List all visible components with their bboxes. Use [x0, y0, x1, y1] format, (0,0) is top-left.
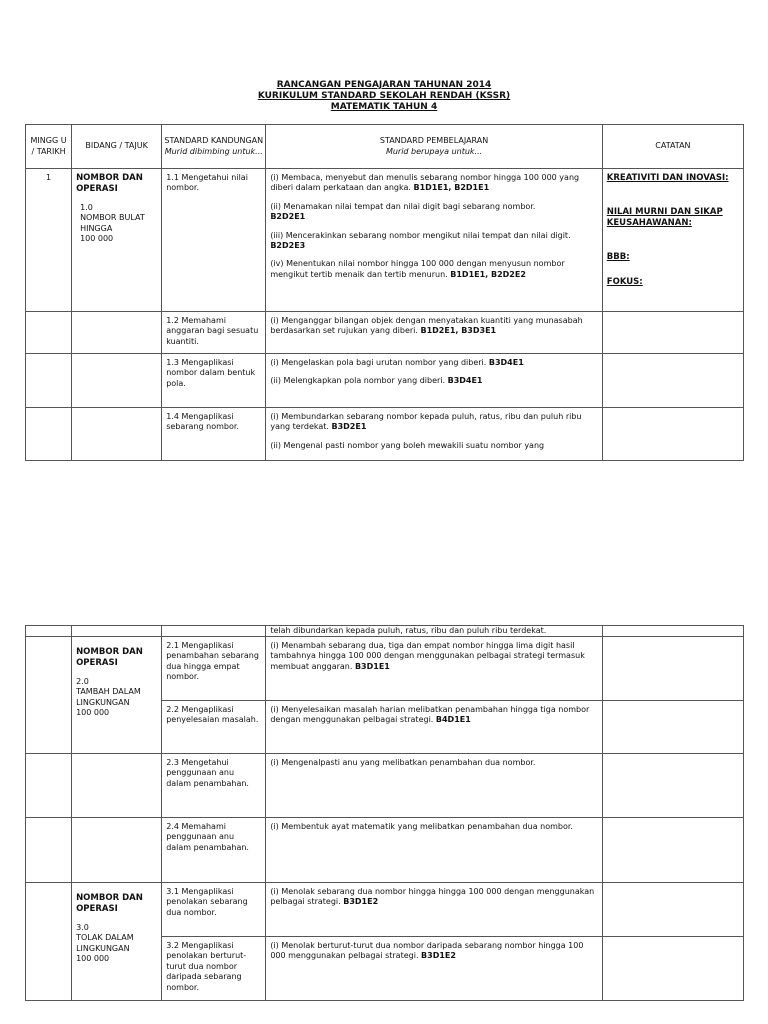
topic-cell [72, 169, 162, 312]
header-subject: MATEMATIK TAHUN 4 [330, 102, 438, 112]
standard-pembelajaran-cell [266, 354, 602, 408]
standard-pembelajaran-cell [266, 818, 602, 883]
table-row [26, 818, 744, 883]
catatan-cell [602, 626, 743, 637]
sk-header-title: STANDARD KANDUNGAN [164, 136, 264, 146]
sp-item: (i) Menolak sebarang dua nombor hingga hingga 100 000 dengan menggunakan pelbagai strategi. B3D1E2 [270, 887, 595, 907]
week-cell [26, 754, 72, 818]
skill-code: B4D1E1 [435, 715, 471, 725]
catatan-cell [602, 818, 743, 883]
catatan-cell [602, 754, 743, 818]
standard-pembelajaran-cell [266, 312, 602, 354]
standard-kandungan-cell: 3.2 Mengaplikasi penolakan berturut-turut dua nombor daripada sebarang nombor. [162, 937, 266, 1001]
standard-kandungan-cell: 1.4 Mengaplikasi sebarang nombor. [162, 408, 266, 461]
topic-number: 3.0 [76, 923, 89, 932]
col-header-catatan: CATATAN [602, 125, 743, 169]
catatan-cell [602, 883, 743, 937]
catatan-cell [602, 637, 743, 701]
week-cell [26, 408, 72, 461]
topic-range: 100 000 [76, 708, 110, 718]
catatan-fokus: FOKUS: [606, 276, 643, 287]
skill-code: B1D1E1, B2D1E1 [413, 183, 490, 193]
week-cell [26, 626, 72, 637]
sp-item: (i) Menambah sebarang dua, tiga dan empat nombor hingga lima digit hasil tambahnya hingga 100 000 dengan menggunakan pelbagai strategi termasuk membuat anggaran. B3D1E1 [270, 641, 585, 671]
topic-number: 2.0 [76, 677, 89, 686]
topic-cell [72, 754, 162, 818]
sp-item: (i) Membaca, menyebut dan menulis sebarang nombor hingga 100 000 yang diberi dalam perkataan dan angka. B1D1E1, B2D1E1 [270, 173, 580, 193]
week-cell: 1 [26, 169, 72, 312]
sp-item: (i) Mengelaskan pola bagi urutan nombor yang diberi. B3D4E1 [270, 358, 524, 368]
document-page-2 [0, 540, 768, 1024]
topic-cell [72, 626, 162, 637]
topic-title: NOMBOR DAN OPERASI [76, 173, 143, 194]
week-cell [26, 883, 72, 1001]
skill-code: B3D4E1 [488, 358, 524, 368]
standard-kandungan-cell: 3.1 Mengaplikasi penolakan sebarang dua nombor. [162, 883, 266, 937]
sp-item: (iv) Menentukan nilai nombor hingga 100 000 dengan menyusun nombor mengikut tertib menaik dan tertib menurun. B1D1E1, B2D2E2 [270, 259, 565, 279]
standard-pembelajaran-cell [266, 883, 602, 937]
skill-code: B1D1E1, B2D2E2 [450, 269, 526, 279]
standard-kandungan-cell: 1.2 Memahami anggaran bagi sesuatu kuantiti. [162, 312, 266, 354]
topic-number: 1.0 [80, 203, 93, 212]
standard-pembelajaran-cell [266, 637, 602, 701]
catatan-cell [602, 701, 743, 754]
sk-header-subtitle: Murid dibimbing untuk... [164, 146, 263, 156]
table-row [26, 169, 744, 312]
table-row [26, 312, 744, 354]
standard-pembelajaran-cell [266, 169, 602, 312]
sp-item: (iii) Mencerakinkan sebarang nombor mengikut nilai tempat dan nilai digit. B2D2E3 [270, 230, 571, 251]
topic-cell [72, 354, 162, 408]
standard-kandungan-cell: 1.1 Mengetahui nilai nombor. [162, 169, 266, 312]
standard-pembelajaran-cell: telah dibundarkan kepada puluh, ratus, ribu dan puluh ribu terdekat. [266, 626, 602, 637]
standard-pembelajaran-cell [266, 937, 602, 1001]
topic-cell [72, 408, 162, 461]
skill-code: B3D2E1 [331, 422, 367, 432]
catatan-cell [602, 354, 743, 408]
col-header-minggu: MINGG U / TARIKH [26, 125, 72, 169]
header-title: RANCANGAN PENGAJARAN TAHUNAN 2014 [276, 80, 492, 90]
topic-name: TAMBAH DALAM LINGKUNGAN [76, 687, 141, 707]
week-cell [26, 818, 72, 883]
catatan-kreativiti: KREATIVITI DAN INOVASI: [606, 173, 729, 183]
sp-item: (i) Membentuk ayat matematik yang melibatkan penambahan dua nombor. [270, 822, 573, 831]
table-row [26, 754, 744, 818]
table-row [26, 354, 744, 408]
topic-cell [72, 312, 162, 354]
sp-header-subtitle: Murid berupaya untuk... [385, 146, 483, 156]
continuation-row [26, 626, 744, 637]
standard-kandungan-cell: 2.3 Mengetahui penggunaan anu dalam penambahan. [162, 754, 266, 818]
col-header-bidang: BIDANG / TAJUK [72, 125, 162, 169]
sp-item: (i) Menyelesaikan masalah harian melibatkan penambahan hingga tiga nombor dengan menggunakan pelbagai strategi. B4D1E1 [270, 705, 590, 725]
topic-name: TOLAK DALAM LINGKUNGAN [76, 933, 134, 953]
sp-item: (i) Membundarkan sebarang nombor kepada puluh, ratus, ribu dan puluh ribu yang terdekat. B3D2E1 [270, 412, 582, 432]
skill-code: B2D2E1 [270, 212, 306, 222]
standard-kandungan-cell: 2.2 Mengaplikasi penyelesaian masalah. [162, 701, 266, 754]
catatan-cell [602, 312, 743, 354]
skill-code: B3D1E2 [421, 951, 456, 961]
week-cell [26, 354, 72, 408]
catatan-cell [602, 937, 743, 1001]
skill-code: B2D2E3 [270, 241, 306, 251]
topic-cell [72, 883, 162, 1001]
catatan-bbb: BBB: [606, 252, 630, 263]
standard-kandungan-cell [162, 626, 266, 637]
topic-cell [72, 637, 162, 754]
topic-title: NOMBOR DAN OPERASI [76, 893, 143, 914]
col-header-standard-pembelajaran [266, 125, 602, 169]
table-row [26, 637, 744, 701]
table-row [26, 883, 744, 937]
standard-pembelajaran-cell [266, 408, 602, 461]
week-cell [26, 312, 72, 354]
document-header [0, 80, 768, 113]
catatan-cell [602, 408, 743, 461]
topic-title: NOMBOR DAN OPERASI [76, 647, 143, 668]
skill-code: B1D2E1, B3D3E1 [420, 326, 497, 336]
sp-item: (ii) Mengenal pasti nombor yang boleh mewakili suatu nombor yang [270, 440, 545, 450]
skill-code: B3D1E1 [354, 661, 390, 671]
standard-kandungan-cell: 2.1 Mengaplikasi penambahan sebarang dua hingga empat nombor. [162, 637, 266, 701]
catatan-cell [602, 169, 743, 312]
topic-range: 100 000 [76, 954, 110, 964]
topic-name: NOMBOR BULAT HINGGA [80, 213, 145, 233]
sp-item: (ii) Menamakan nilai tempat dan nilai digit bagi sebarang nombor. B2D2E1 [270, 201, 536, 222]
week-cell [26, 637, 72, 754]
topic-range: 100 000 [80, 234, 114, 244]
sp-item: (ii) Melengkapkan pola nombor yang diberi. B3D4E1 [270, 376, 483, 386]
standard-kandungan-cell: 2.4 Memahami penggunaan anu dalam penambahan. [162, 818, 266, 883]
standard-pembelajaran-cell [266, 701, 602, 754]
table-row [26, 408, 744, 461]
table-header-row [26, 125, 744, 169]
skill-code: B3D1E2 [343, 897, 379, 907]
catatan-nilai-murni: NILAI MURNI DAN SIKAP KEUSAHAWANAN: [606, 207, 723, 228]
standard-pembelajaran-cell [266, 754, 602, 818]
plan-table-page-2 [25, 625, 744, 1001]
sp-header-title: STANDARD PEMBELAJARAN [379, 136, 489, 146]
sp-item: (i) Menganggar bilangan objek dengan menyatakan kuantiti yang munasabah berdasarkan set rujukan yang diberi. B1D2E1, B3D3E1 [270, 316, 583, 336]
plan-table-page-1 [25, 124, 744, 461]
sp-item: (i) Menolak berturut-turut dua nombor daripada sebarang nombor hingga 100 000 menggunakan pelbagai strategi. B3D1E2 [270, 941, 584, 961]
col-header-standard-kandungan [162, 125, 266, 169]
skill-code: B3D4E1 [447, 376, 483, 386]
header-curriculum: KURIKULUM STANDARD SEKOLAH RENDAH (KSSR) [257, 91, 511, 101]
topic-cell [72, 818, 162, 883]
standard-kandungan-cell: 1.3 Mengaplikasi nombor dalam bentuk pola. [162, 354, 266, 408]
sp-item: (i) Mengenalpasti anu yang melibatkan penambahan dua nombor. [270, 758, 536, 767]
